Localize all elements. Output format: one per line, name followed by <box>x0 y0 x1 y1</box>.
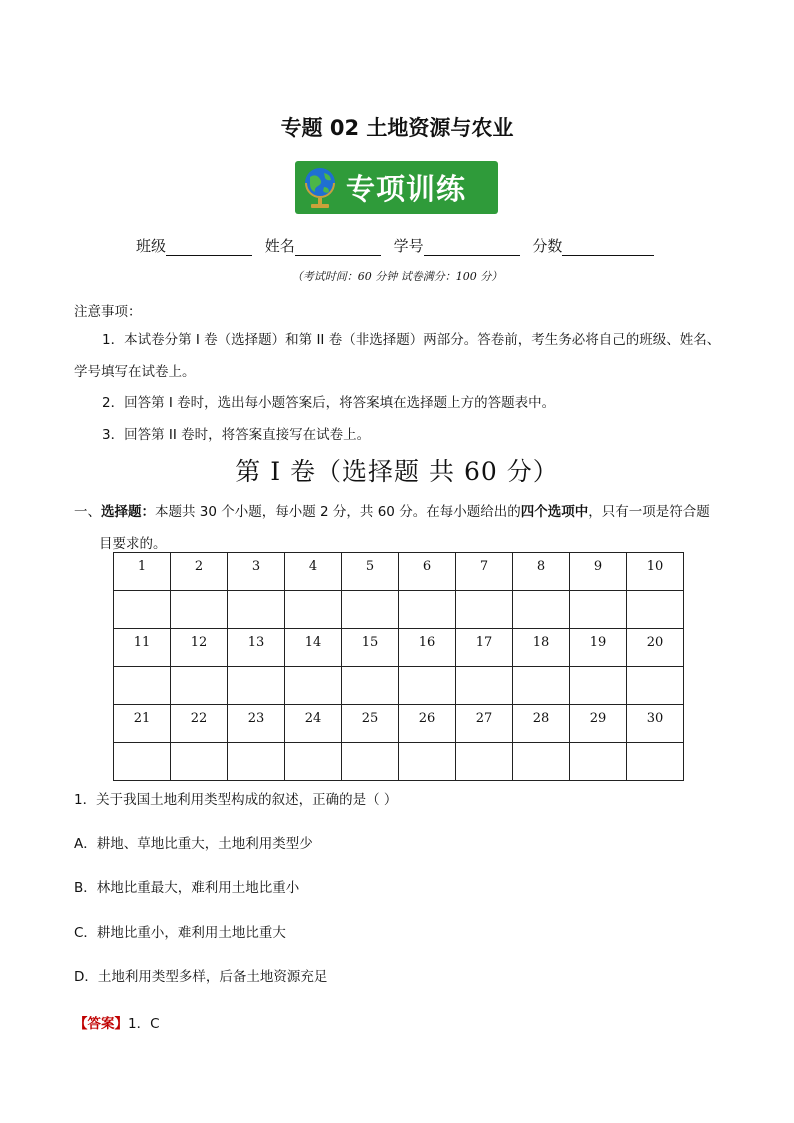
answer-blank-cell[interactable] <box>513 743 570 781</box>
name-blank[interactable] <box>295 241 381 256</box>
question-number: 24 <box>304 711 322 726</box>
answer-blank-cell[interactable] <box>513 591 570 629</box>
answer-blank-cell[interactable] <box>228 591 285 629</box>
grid-number-row <box>114 705 684 743</box>
answer-grid <box>113 552 684 781</box>
answer-blank-cell[interactable] <box>570 743 627 781</box>
grid-number-cell <box>342 553 399 591</box>
answer-tag: 【答案】 <box>74 1016 128 1032</box>
answer-blank-cell[interactable] <box>456 591 513 629</box>
section-banner <box>295 161 498 214</box>
answer-line <box>74 1012 160 1032</box>
answer-blank-cell[interactable] <box>342 667 399 705</box>
question-number: 5 <box>365 559 375 574</box>
answer-blank-cell[interactable] <box>171 591 228 629</box>
student-id-label: 学号 <box>393 237 424 255</box>
question-number: 27 <box>475 711 493 726</box>
question-number: 14 <box>304 635 322 650</box>
answer-blank-cell[interactable] <box>114 743 171 781</box>
answer-blank-cell[interactable] <box>171 743 228 781</box>
answer-blank-cell[interactable] <box>285 667 342 705</box>
grid-number-cell <box>456 629 513 667</box>
answer-blank-cell[interactable] <box>513 667 570 705</box>
answer-blank-cell[interactable] <box>399 591 456 629</box>
answer-blank-cell[interactable] <box>399 667 456 705</box>
grid-number-cell <box>627 553 684 591</box>
grid-number-cell <box>228 553 285 591</box>
question-number: 22 <box>190 711 208 726</box>
grid-number-cell <box>342 705 399 743</box>
grid-number-cell <box>570 553 627 591</box>
grid-number-cell <box>399 553 456 591</box>
grid-number-cell <box>285 629 342 667</box>
answer-blank-cell[interactable] <box>399 743 456 781</box>
grid-number-cell <box>570 629 627 667</box>
section-title: 第 I 卷（选择题 共 60 分） <box>235 457 559 486</box>
banner-label: 专项训练 <box>346 172 467 206</box>
answer-blank-cell[interactable] <box>342 591 399 629</box>
question-number: 19 <box>589 635 607 650</box>
grid-number-cell <box>627 705 684 743</box>
grid-number-row <box>114 629 684 667</box>
grid-number-cell <box>456 705 513 743</box>
intro-prefix: 一、 <box>74 504 101 520</box>
grid-number-cell <box>171 705 228 743</box>
grid-number-cell <box>399 705 456 743</box>
grid-number-cell <box>228 705 285 743</box>
question-number: 26 <box>418 711 436 726</box>
answer-blank-cell[interactable] <box>114 667 171 705</box>
answer-value: 1．C <box>128 1016 160 1032</box>
question-number: 8 <box>536 559 546 574</box>
note-2: 2．回答第 I 卷时，选出每小题答案后，将答案填在选择题上方的答题表中。 <box>102 395 556 411</box>
note-1-cont: 学号填写在试卷上。 <box>74 364 196 380</box>
question-number: 16 <box>418 635 436 650</box>
question-number: 4 <box>308 559 318 574</box>
question-number: 3 <box>251 559 261 574</box>
answer-blank-cell[interactable] <box>171 667 228 705</box>
exam-info: （考试时间：60 分钟 试卷满分：100 分） <box>291 270 503 283</box>
grid-number-cell <box>228 629 285 667</box>
question-number: 15 <box>361 635 379 650</box>
grid-number-cell <box>285 553 342 591</box>
question-number: 21 <box>133 711 151 726</box>
question-number: 25 <box>361 711 379 726</box>
grid-number-cell <box>114 553 171 591</box>
answer-blank-cell[interactable] <box>114 591 171 629</box>
student-info-fields <box>136 235 662 256</box>
grid-number-cell <box>513 705 570 743</box>
question-number: 17 <box>475 635 493 650</box>
grid-answer-row <box>114 743 684 781</box>
note-1: 1．本试卷分第 I 卷（选择题）和第 II 卷（非选择题）两部分。答卷前，考生务必将自己的班级、姓名、 <box>102 332 721 348</box>
question-number: 13 <box>247 635 265 650</box>
intro-bold-2: 四个选项中 <box>520 504 589 520</box>
grid-number-cell <box>627 629 684 667</box>
answer-blank-cell[interactable] <box>570 667 627 705</box>
globe-icon <box>300 165 340 211</box>
grid-number-cell <box>456 553 513 591</box>
question-number: 2 <box>194 559 204 574</box>
question-number: 9 <box>593 559 603 574</box>
note-3: 3．回答第 II 卷时，将答案直接写在试卷上。 <box>102 427 371 443</box>
answer-blank-cell[interactable] <box>228 667 285 705</box>
answer-blank-cell[interactable] <box>627 591 684 629</box>
answer-blank-cell[interactable] <box>342 743 399 781</box>
question-1-stem: 1．关于我国土地利用类型构成的叙述，正确的是（ ） <box>74 792 398 808</box>
name-label: 姓名 <box>264 237 295 255</box>
page-title: 专题 02 土地资源与农业 <box>280 116 514 140</box>
grid-number-cell <box>285 705 342 743</box>
question-number: 30 <box>646 711 664 726</box>
answer-blank-cell[interactable] <box>228 743 285 781</box>
answer-blank-cell[interactable] <box>456 667 513 705</box>
question-number: 10 <box>646 559 664 574</box>
option-b[interactable]: B．林地比重最大，难利用土地比重小 <box>74 880 300 896</box>
grid-number-cell <box>171 629 228 667</box>
answer-blank-cell[interactable] <box>285 743 342 781</box>
question-number: 1 <box>137 559 147 574</box>
student-id-blank[interactable] <box>424 241 520 256</box>
intro-text: 本题共 30 个小题，每小题 2 分，共 60 分。在每小题给出的 <box>155 504 521 520</box>
grid-number-cell <box>114 629 171 667</box>
grid-number-cell <box>570 705 627 743</box>
grid-number-cell <box>342 629 399 667</box>
class-label: 班级 <box>136 237 167 255</box>
grid-number-cell <box>513 629 570 667</box>
score-label: 分数 <box>532 237 563 255</box>
intro-line-2: 目要求的。 <box>99 536 167 552</box>
notes-heading: 注意事项： <box>74 304 142 320</box>
option-d[interactable]: D．土地利用类型多样，后备土地资源充足 <box>74 969 328 985</box>
section-intro <box>74 496 724 560</box>
answer-blank-cell[interactable] <box>570 591 627 629</box>
grid-answer-row <box>114 667 684 705</box>
grid-number-cell <box>171 553 228 591</box>
grid-number-cell <box>114 705 171 743</box>
grid-number-row <box>114 553 684 591</box>
option-a[interactable]: A．耕地、草地比重大，土地利用类型少 <box>74 836 313 852</box>
answer-blank-cell[interactable] <box>627 743 684 781</box>
question-number: 18 <box>532 635 550 650</box>
question-number: 20 <box>646 635 664 650</box>
grid-number-cell <box>513 553 570 591</box>
class-blank[interactable] <box>166 241 252 256</box>
option-c[interactable]: C．耕地比重小，难利用土地比重大 <box>74 925 286 941</box>
question-number: 23 <box>247 711 265 726</box>
answer-blank-cell[interactable] <box>627 667 684 705</box>
question-number: 12 <box>190 635 208 650</box>
question-number: 28 <box>532 711 550 726</box>
score-blank[interactable] <box>562 241 654 256</box>
question-number: 11 <box>133 635 151 650</box>
intro-bold: 选择题： <box>101 504 155 520</box>
question-number: 6 <box>422 559 432 574</box>
answer-blank-cell[interactable] <box>285 591 342 629</box>
answer-blank-cell[interactable] <box>456 743 513 781</box>
grid-answer-row <box>114 591 684 629</box>
question-number: 7 <box>479 559 489 574</box>
grid-number-cell <box>399 629 456 667</box>
intro-text-2: ，只有一项是符合题 <box>588 504 710 520</box>
question-number: 29 <box>589 711 607 726</box>
